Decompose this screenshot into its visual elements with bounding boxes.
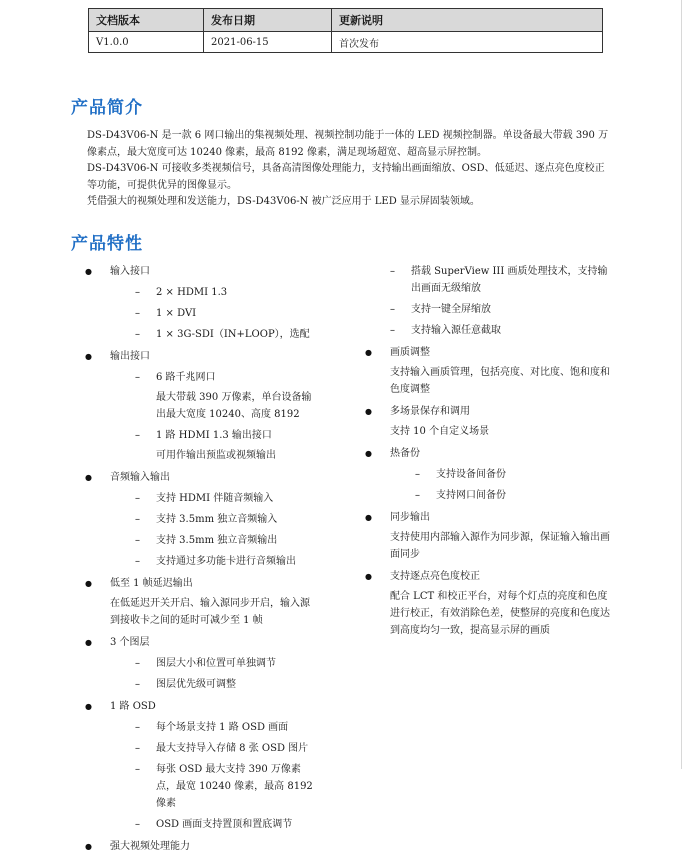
list-item: – 图层大小和位置可单独调节 (110, 655, 315, 672)
page-edge (681, 0, 682, 769)
cell-version: V1.0.0 (89, 32, 204, 53)
feature-input (85, 263, 315, 343)
features-left-column (85, 263, 315, 860)
list-item: – OSD 画面支持置顶和置底调节 (110, 816, 315, 833)
feature-desc: 支持使用内部输入源作为同步源，保证输入输出画面同步 (390, 532, 610, 560)
feature-backup (365, 445, 610, 504)
feature-osd (85, 698, 315, 833)
list-item: – 支持输入源任意截取 (365, 322, 610, 339)
overview-heading: 产品简介 (71, 98, 143, 118)
feature-label: 同步输出 (390, 512, 430, 523)
feature-video-continued (365, 263, 610, 339)
list-item-desc: 可用作输出预监或视频输出 (156, 450, 276, 461)
feature-desc: 配合 LCT 和校正平台，对每个灯点的亮度和色度进行校正，有效消除色差，使整屏的亮度和色度达到高度均匀一致，提高显示屏的画质 (390, 591, 610, 636)
cell-notes: 首次发布 (332, 32, 603, 53)
list-item: – 支持 3.5mm 独立音频输入 (110, 511, 315, 528)
version-table (88, 8, 603, 53)
list-item: – 1 × 3G-SDI（IN+LOOP），选配 (110, 326, 315, 343)
overview-text (87, 128, 612, 211)
list-item: – 支持网口间备份 (390, 487, 610, 504)
list-item: – 搭载 SuperView III 画质处理技术，支持输出画面无级缩放 (365, 263, 610, 297)
feature-quality (365, 344, 610, 398)
list-item: – 支持一键全屏缩放 (365, 301, 610, 318)
feature-label: 强大视频处理能力 (110, 841, 190, 852)
feature-latency (85, 575, 315, 629)
features-right-column (365, 263, 610, 644)
feature-scenes (365, 403, 610, 440)
list-item: – 最大支持导入存储 8 张 OSD 图片 (110, 740, 315, 757)
list-item: – 支持 HDMI 伴随音频输入 (110, 490, 315, 507)
feature-layers (85, 634, 315, 693)
feature-output (85, 348, 315, 464)
overview-paragraph-2: DS-D43V06-N 可接收多类视频信号，具备高清图像处理能力，支持输出画面缩放、OSD、低延迟、逐点亮色度校正等功能，可提供优异的图像显示。 (87, 163, 605, 191)
feature-label: 3 个图层 (110, 637, 150, 648)
header-date: 发布日期 (204, 9, 332, 32)
list-item: – 1 路 HDMI 1.3 输出接口 (110, 427, 315, 444)
list-item: – 每张 OSD 最大支持 390 万像素点，最宽 10240 像素，最高 8192 像素 (110, 761, 315, 812)
feature-desc: 支持输入画质管理，包括亮度、对比度、饱和度和色度调整 (390, 367, 610, 395)
overview-paragraph-3: 凭借强大的视频处理和发送能力，DS-D43V06-N 被广泛应用于 LED 显示屏固装领域。 (87, 196, 480, 207)
list-item: – 支持通过多功能卡进行音频输出 (110, 553, 315, 570)
overview-paragraph-1: DS-D43V06-N 是一款 6 网口输出的集视频处理、视频控制功能于一体的 LED 视频控制器。单设备最大带载 390 万像素点，最大宽度可达 10240 像素，最高 8192 像素，满足现场超宽、超高显示屏控制。 (87, 130, 609, 158)
feature-label: 音频输入输出 (110, 472, 170, 483)
features-heading: 产品特性 (71, 234, 143, 254)
list-item: – 支持 3.5mm 独立音频输出 (110, 532, 315, 549)
feature-label: 支持逐点亮色度校正 (390, 571, 480, 582)
feature-label: 低至 1 帧延迟输出 (110, 578, 193, 589)
header-version: 文档版本 (89, 9, 204, 32)
list-item: – 2 × HDMI 1.3 (110, 284, 315, 301)
feature-label: 画质调整 (390, 347, 430, 358)
list-item: – 6 路千兆网口 (110, 369, 315, 386)
list-item: – 每个场景支持 1 路 OSD 画面 (110, 719, 315, 736)
feature-label: 1 路 OSD (110, 701, 156, 712)
list-item: – 1 × DVI (110, 305, 315, 322)
version-table-header (89, 9, 603, 32)
list-item: – 图层优先级可调整 (110, 676, 315, 693)
feature-label: 输入接口 (110, 266, 150, 277)
table-row (89, 32, 603, 53)
feature-sync (365, 509, 610, 563)
feature-audio (85, 469, 315, 570)
list-item-desc: 最大带载 390 万像素，单台设备输出最大宽度 10240、高度 8192 (156, 392, 312, 420)
feature-label: 多场景保存和调用 (390, 406, 470, 417)
feature-label: 热备份 (390, 448, 420, 459)
feature-calibration (365, 568, 610, 639)
list-item: – 支持设备间备份 (390, 466, 610, 483)
feature-desc: 支持 10 个自定义场景 (390, 426, 490, 437)
feature-desc: 在低延迟开关开启、输入源同步开启，输入源到接收卡之间的延时可减少至 1 帧 (110, 598, 310, 626)
feature-label: 输出接口 (110, 351, 150, 362)
feature-video (85, 838, 315, 855)
header-notes: 更新说明 (332, 9, 603, 32)
cell-date: 2021-06-15 (204, 32, 332, 53)
